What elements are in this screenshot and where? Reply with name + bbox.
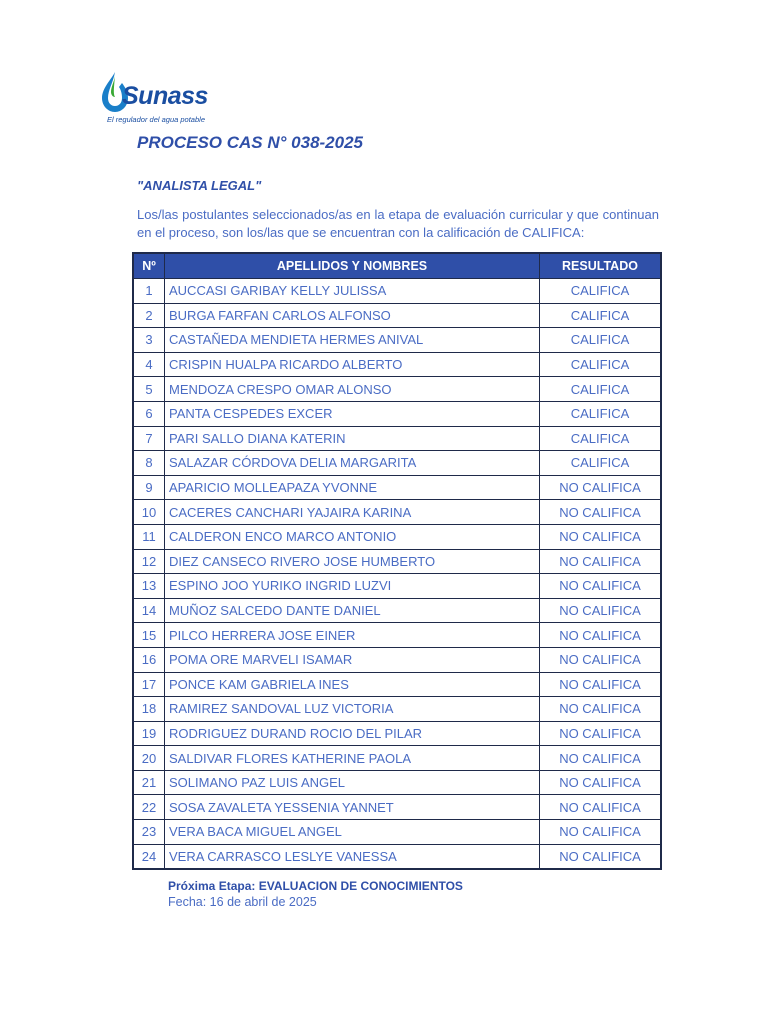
row-name: RODRIGUEZ DURAND ROCIO DEL PILAR <box>165 721 540 746</box>
row-name: CRISPIN HUALPA RICARDO ALBERTO <box>165 352 540 377</box>
table-row <box>133 279 661 304</box>
row-result: CALIFICA <box>540 451 662 476</box>
row-number: 7 <box>133 426 165 451</box>
row-name: SALAZAR CÓRDOVA DELIA MARGARITA <box>165 451 540 476</box>
header-num: Nº <box>133 253 165 279</box>
header-name: APELLIDOS Y NOMBRES <box>165 253 540 279</box>
row-number: 3 <box>133 328 165 353</box>
table-row <box>133 426 661 451</box>
row-number: 1 <box>133 279 165 304</box>
row-name: DIEZ CANSECO RIVERO JOSE HUMBERTO <box>165 549 540 574</box>
row-result: NO CALIFICA <box>540 524 662 549</box>
table-row <box>133 623 661 648</box>
table-row <box>133 352 661 377</box>
header-result: RESULTADO <box>540 253 662 279</box>
row-number: 5 <box>133 377 165 402</box>
row-name: AUCCASI GARIBAY KELLY JULISSA <box>165 279 540 304</box>
row-name: PANTA CESPEDES EXCER <box>165 401 540 426</box>
row-result: NO CALIFICA <box>540 549 662 574</box>
row-result: NO CALIFICA <box>540 475 662 500</box>
row-result: NO CALIFICA <box>540 795 662 820</box>
results-table <box>132 252 662 870</box>
table-row <box>133 770 661 795</box>
table-row <box>133 401 661 426</box>
row-name: PARI SALLO DIANA KATERIN <box>165 426 540 451</box>
row-result: NO CALIFICA <box>540 500 662 525</box>
row-number: 22 <box>133 795 165 820</box>
table-row <box>133 475 661 500</box>
table-row <box>133 820 661 845</box>
table-row <box>133 328 661 353</box>
row-result: NO CALIFICA <box>540 770 662 795</box>
row-name: MENDOZA CRESPO OMAR ALONSO <box>165 377 540 402</box>
row-result: NO CALIFICA <box>540 844 662 869</box>
row-name: APARICIO MOLLEAPAZA YVONNE <box>165 475 540 500</box>
row-number: 12 <box>133 549 165 574</box>
row-result: NO CALIFICA <box>540 746 662 771</box>
table-row <box>133 574 661 599</box>
row-result: CALIFICA <box>540 279 662 304</box>
row-number: 17 <box>133 672 165 697</box>
row-name: PONCE KAM GABRIELA INES <box>165 672 540 697</box>
row-number: 21 <box>133 770 165 795</box>
table-row <box>133 844 661 869</box>
row-name: POMA ORE MARVELI ISAMAR <box>165 647 540 672</box>
row-number: 13 <box>133 574 165 599</box>
row-result: NO CALIFICA <box>540 697 662 722</box>
next-stage: Próxima Etapa: EVALUACION DE CONOCIMIENTOS <box>168 879 463 893</box>
footer-date: Fecha: 16 de abril de 2025 <box>168 895 317 909</box>
row-name: VERA CARRASCO LESLYE VANESSA <box>165 844 540 869</box>
row-number: 4 <box>133 352 165 377</box>
position-title: "ANALISTA LEGAL" <box>137 178 262 193</box>
table-row <box>133 524 661 549</box>
row-number: 20 <box>133 746 165 771</box>
row-name: VERA BACA MIGUEL ANGEL <box>165 820 540 845</box>
table-row <box>133 647 661 672</box>
document-title: PROCESO CAS N° 038-2025 <box>137 133 363 152</box>
table-row <box>133 377 661 402</box>
row-result: CALIFICA <box>540 401 662 426</box>
intro-paragraph: Los/las postulantes seleccionados/as en la etapa de evaluación curricular y que continuan en el proceso, son los/las que se encuentran con la calificación de CALIFICA: <box>137 207 659 240</box>
row-result: NO CALIFICA <box>540 672 662 697</box>
row-name: ESPINO JOO YURIKO INGRID LUZVI <box>165 574 540 599</box>
table-row <box>133 795 661 820</box>
row-name: RAMIREZ SANDOVAL LUZ VICTORIA <box>165 697 540 722</box>
row-result: NO CALIFICA <box>540 820 662 845</box>
row-result: CALIFICA <box>540 328 662 353</box>
row-name: CASTAÑEDA MENDIETA HERMES ANIVAL <box>165 328 540 353</box>
row-number: 11 <box>133 524 165 549</box>
row-number: 24 <box>133 844 165 869</box>
table-row <box>133 598 661 623</box>
row-number: 9 <box>133 475 165 500</box>
row-number: 16 <box>133 647 165 672</box>
row-result: CALIFICA <box>540 426 662 451</box>
table-row <box>133 697 661 722</box>
row-number: 18 <box>133 697 165 722</box>
table-row <box>133 451 661 476</box>
table-row <box>133 672 661 697</box>
row-number: 10 <box>133 500 165 525</box>
row-number: 8 <box>133 451 165 476</box>
row-number: 19 <box>133 721 165 746</box>
table-row <box>133 721 661 746</box>
row-result: NO CALIFICA <box>540 598 662 623</box>
row-name: SALDIVAR FLORES KATHERINE PAOLA <box>165 746 540 771</box>
row-number: 15 <box>133 623 165 648</box>
row-number: 23 <box>133 820 165 845</box>
logo-wordmark: Sunass <box>122 82 208 110</box>
row-result: NO CALIFICA <box>540 647 662 672</box>
row-number: 2 <box>133 303 165 328</box>
logo-tagline: El regulador del agua potable <box>107 115 205 124</box>
sunass-logo <box>98 70 218 130</box>
row-name: CACERES CANCHARI YAJAIRA KARINA <box>165 500 540 525</box>
row-name: CALDERON ENCO MARCO ANTONIO <box>165 524 540 549</box>
table-row <box>133 549 661 574</box>
table-row <box>133 746 661 771</box>
row-result: CALIFICA <box>540 352 662 377</box>
table-header-row <box>133 253 661 279</box>
row-number: 14 <box>133 598 165 623</box>
row-name: SOSA ZAVALETA YESSENIA YANNET <box>165 795 540 820</box>
row-result: CALIFICA <box>540 377 662 402</box>
row-result: NO CALIFICA <box>540 721 662 746</box>
row-result: CALIFICA <box>540 303 662 328</box>
row-result: NO CALIFICA <box>540 574 662 599</box>
row-number: 6 <box>133 401 165 426</box>
row-name: BURGA FARFAN CARLOS ALFONSO <box>165 303 540 328</box>
table-row <box>133 500 661 525</box>
row-result: NO CALIFICA <box>540 623 662 648</box>
row-name: PILCO HERRERA JOSE EINER <box>165 623 540 648</box>
row-name: SOLIMANO PAZ LUIS ANGEL <box>165 770 540 795</box>
row-name: MUÑOZ SALCEDO DANTE DANIEL <box>165 598 540 623</box>
table-row <box>133 303 661 328</box>
